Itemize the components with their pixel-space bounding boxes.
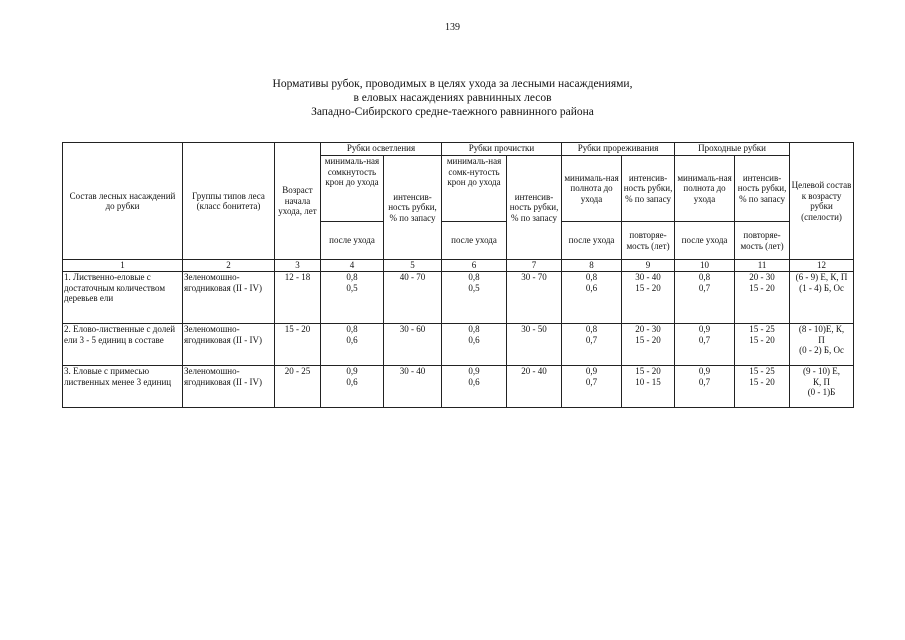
cell-age: 20 - 25 (275, 366, 321, 408)
cell-intensity: 30 - 60 (384, 324, 442, 366)
header-intensity: интенсив-ность рубки, % по запасу (735, 156, 790, 222)
title-line: в еловых насаждениях равнинных лесов (353, 92, 552, 104)
cell-intensity: 15 - 25 15 - 20 (735, 366, 790, 408)
cell-age: 12 - 18 (275, 272, 321, 324)
column-number: 12 (790, 260, 854, 272)
cell-min-canopy: 0,9 0,6 (321, 366, 384, 408)
cell-min-density: 0,8 0,7 (675, 272, 735, 324)
cell-target: (6 - 9) Е, К, П (1 - 4) Б, Ос (790, 272, 854, 324)
header-intensity: интенсив-ность рубки, % по запасу (622, 156, 675, 222)
column-number: 1 (63, 260, 183, 272)
cell-min-density: 0,9 0,7 (562, 366, 622, 408)
cell-min-density: 0,9 0,7 (675, 324, 735, 366)
header-group-lighting: Рубки осветления (321, 143, 442, 156)
column-number: 5 (384, 260, 442, 272)
header-repeat: повторяе-мость (лет) (735, 222, 790, 260)
header-after-care: после ухода (321, 222, 384, 260)
title-line: Нормативы рубок, проводимых в целях ухода за лесными насаждениями, (272, 78, 633, 90)
cell-intensity: 30 - 40 15 - 20 (622, 272, 675, 324)
cell-intensity: 40 - 70 (384, 272, 442, 324)
column-number: 10 (675, 260, 735, 272)
cell-intensity: 30 - 40 (384, 366, 442, 408)
cell-forest-type: Зеленомошно-ягодниковая (II - IV) (183, 366, 275, 408)
cell-min-canopy: 0,8 0,6 (442, 324, 507, 366)
column-number: 6 (442, 260, 507, 272)
page-number: 139 (445, 22, 460, 33)
cell-age: 15 - 20 (275, 324, 321, 366)
header-age: Возраст начала ухода, лет (275, 143, 321, 260)
title-line: Западно-Сибирского средне-таежного равнинного района (311, 106, 594, 118)
cell-target: (9 - 10) Е, К, П (0 - 1)Б (790, 366, 854, 408)
cell-min-density: 0,9 0,7 (675, 366, 735, 408)
header-min-canopy: минималь-ная сомкнутость крон до ухода (321, 156, 384, 222)
header-group-thinning: Рубки прореживания (562, 143, 675, 156)
cell-min-canopy: 0,9 0,6 (442, 366, 507, 408)
cell-forest-type: Зеленомошно-ягодниковая (II - IV) (183, 272, 275, 324)
cell-min-canopy: 0,8 0,5 (442, 272, 507, 324)
header-target: Целевой состав к возрасту рубки (спелости) (790, 143, 854, 260)
cell-intensity: 30 - 70 (507, 272, 562, 324)
header-repeat: повторяе-мость (лет) (622, 222, 675, 260)
cell-composition: 2. Елово-лиственные с долей ели 3 - 5 единиц в составе (63, 324, 183, 366)
cell-composition: 1. Лиственно-еловые с достаточным количеством деревьев ели (63, 272, 183, 324)
table-row (63, 324, 854, 366)
cell-intensity: 20 - 40 (507, 366, 562, 408)
table-row (63, 366, 854, 408)
column-number: 3 (275, 260, 321, 272)
header-group-cleaning: Рубки прочистки (442, 143, 562, 156)
cell-intensity: 20 - 30 15 - 20 (622, 324, 675, 366)
header-composition: Состав лесных насаждений до рубки (63, 143, 183, 260)
header-min-density: минималь-ная полнота до ухода (562, 156, 622, 222)
cell-intensity: 30 - 50 (507, 324, 562, 366)
header-forest-type: Группы типов леса (класс бонитета) (183, 143, 275, 260)
cell-intensity: 15 - 25 15 - 20 (735, 324, 790, 366)
header-intensity: интенсив-ность рубки, % по запасу (384, 156, 442, 260)
header-group-passage: Проходные рубки (675, 143, 790, 156)
cell-min-density: 0,8 0,7 (562, 324, 622, 366)
document-title (0, 77, 905, 119)
cell-min-density: 0,8 0,6 (562, 272, 622, 324)
cell-intensity: 20 - 30 15 - 20 (735, 272, 790, 324)
cell-min-canopy: 0,8 0,6 (321, 324, 384, 366)
header-min-canopy: минималь-ная сомк-нутость крон до ухода (442, 156, 507, 222)
header-min-density: минималь-ная полнота до ухода (675, 156, 735, 222)
column-number: 11 (735, 260, 790, 272)
header-after-care: после ухода (562, 222, 622, 260)
cell-intensity: 15 - 20 10 - 15 (622, 366, 675, 408)
column-number: 9 (622, 260, 675, 272)
table-row (63, 272, 854, 324)
cell-forest-type: Зеленомошно-ягодниковая (II - IV) (183, 324, 275, 366)
column-number: 4 (321, 260, 384, 272)
column-number: 8 (562, 260, 622, 272)
column-number: 7 (507, 260, 562, 272)
cell-composition: 3. Еловые с примесью лиственных менее 3 единиц (63, 366, 183, 408)
column-number: 2 (183, 260, 275, 272)
cell-min-canopy: 0,8 0,5 (321, 272, 384, 324)
header-after-care: после ухода (675, 222, 735, 260)
norms-table (62, 142, 854, 408)
header-after-care: после ухода (442, 222, 507, 260)
cell-target: (8 - 10)Е, К, П (0 - 2) Б, Ос (790, 324, 854, 366)
header-intensity: интенсив-ность рубки, % по запасу (507, 156, 562, 260)
